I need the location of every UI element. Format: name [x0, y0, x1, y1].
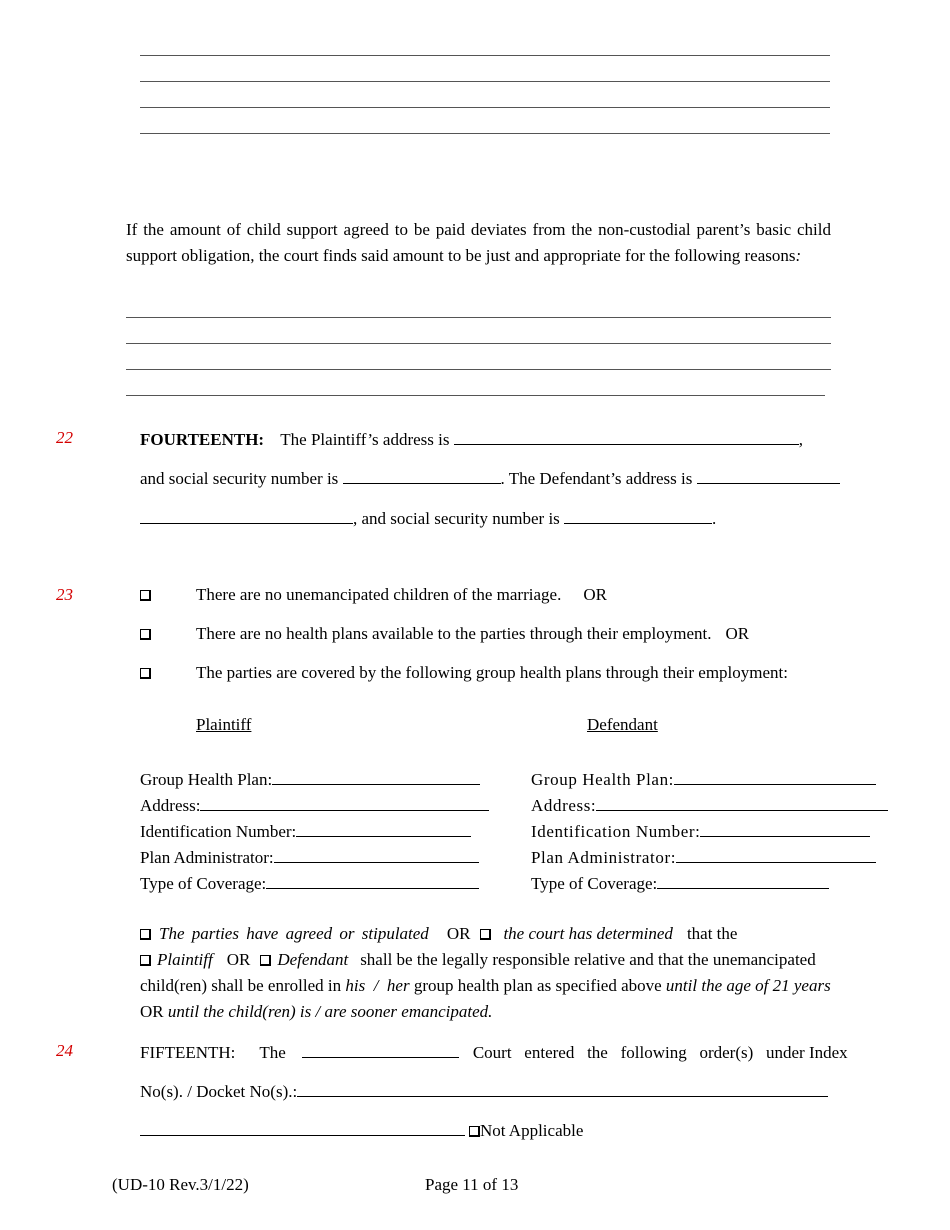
comma: ,	[798, 430, 803, 449]
or-label: OR	[140, 1002, 164, 1021]
option-label: There are no unemancipated children of the marriage.	[196, 585, 562, 604]
plaintiff-identification-number	[140, 820, 471, 842]
or-label: OR	[583, 585, 607, 604]
plaintiff-address	[140, 794, 489, 816]
reasons-colon: :	[795, 246, 802, 265]
field-label: Type of Coverage:	[140, 874, 267, 893]
option-no-plans	[140, 624, 157, 644]
option-no-children	[140, 585, 157, 605]
docket-field[interactable]	[297, 1080, 828, 1097]
field-label: Group Health Plan:	[531, 770, 674, 789]
field-label: Plan Administrator:	[531, 848, 677, 867]
blank-line	[140, 107, 830, 108]
plaintiff-ssn-label: and social security number is	[140, 469, 339, 488]
defendant-group-health-plan	[531, 768, 876, 790]
enrolled-text: child(ren) shall be enrolled in	[140, 976, 342, 995]
field-label: Type of Coverage:	[531, 874, 658, 893]
option-no-plans-text	[196, 624, 749, 644]
defendant-ssn-label: , and social security number is	[353, 509, 560, 528]
fifteenth-heading: FIFTEENTH:	[140, 1043, 236, 1062]
field-input[interactable]	[266, 872, 479, 889]
plaintiff-plan-administrator	[140, 846, 479, 868]
plaintiff-option: Plaintiff	[157, 950, 213, 969]
stipulation-line-1	[140, 924, 737, 944]
field-label: Address:	[531, 796, 597, 815]
period: .	[712, 509, 717, 528]
not-applicable-checkbox[interactable]	[469, 1126, 480, 1137]
field-label: Group Health Plan:	[140, 770, 273, 789]
court-determined-label: the court has determined	[503, 924, 673, 943]
court-entered-text: Court entered the following order(s) under Index	[472, 1043, 848, 1062]
plaintiff-column-header: Plaintiff	[196, 715, 252, 734]
or-label: OR	[446, 924, 471, 943]
reasons-paragraph	[126, 217, 831, 269]
fourteenth-heading: FOURTEENTH:	[140, 430, 265, 449]
defendant-identification-number	[531, 820, 870, 842]
blank-line	[140, 133, 830, 134]
fifteenth-line-3	[140, 1119, 583, 1141]
item-number-23: 23	[56, 585, 73, 604]
checkbox[interactable]	[140, 668, 151, 679]
plan-specified-text: group health plan as specified above	[413, 976, 662, 995]
defendant-column-header: Defendant	[587, 715, 658, 734]
stipulation-line-2	[140, 950, 816, 970]
reason-line[interactable]	[126, 395, 825, 396]
form-id: (UD-10 Rev.3/1/22)	[112, 1175, 249, 1194]
fifteenth-line-2	[140, 1080, 828, 1102]
option-covered	[140, 663, 157, 683]
age-option: until the age of 21 years	[665, 976, 831, 995]
defendant-address-field[interactable]	[697, 467, 840, 484]
checkbox[interactable]	[140, 590, 151, 601]
field-label: Address:	[140, 796, 201, 815]
stipulated-label: The parties have agreed or stipulated	[159, 924, 429, 943]
plaintiff-type-of-coverage	[140, 872, 479, 894]
defendant-plan-administrator	[531, 846, 876, 868]
option-label: There are no health plans available to the parties through their employment.	[196, 624, 712, 643]
his-her-option: his / her	[345, 976, 410, 995]
defendant-ssn-field[interactable]	[564, 507, 712, 524]
blank-line	[140, 55, 830, 56]
emancipated-option: until the child(ren) is / are sooner emancipated.	[167, 1002, 493, 1021]
field-input[interactable]	[700, 820, 870, 837]
fourteenth-line-1	[140, 428, 803, 450]
plaintiff-address-label: The Plaintiff’s address is	[280, 430, 450, 449]
field-input[interactable]	[657, 872, 829, 889]
plaintiff-address-field[interactable]	[454, 428, 799, 445]
option-covered-text	[196, 663, 788, 683]
defendant-type-of-coverage	[531, 872, 829, 894]
stipulation-line-3	[140, 976, 831, 996]
plaintiff-ssn-field[interactable]	[343, 467, 501, 484]
field-input[interactable]	[676, 846, 876, 863]
responsible-text: shall be the legally responsible relative and that the unemancipated	[360, 950, 816, 969]
field-input[interactable]	[272, 768, 480, 785]
checkbox[interactable]	[140, 955, 151, 966]
not-applicable-label: Not Applicable	[480, 1121, 584, 1140]
field-input[interactable]	[296, 820, 471, 837]
blank-line	[140, 81, 830, 82]
item-number-22: 22	[56, 428, 73, 447]
docket-field-cont[interactable]	[140, 1119, 465, 1136]
field-label: Identification Number:	[531, 822, 701, 841]
checkbox[interactable]	[140, 629, 151, 640]
reason-line[interactable]	[126, 317, 831, 318]
field-input[interactable]	[674, 768, 876, 785]
field-input[interactable]	[200, 794, 489, 811]
or-label: OR	[226, 950, 251, 969]
fifteenth-line-1	[140, 1041, 848, 1063]
checkbox[interactable]	[260, 955, 271, 966]
item-number-24: 24	[56, 1041, 73, 1060]
defendant-address	[531, 794, 888, 816]
court-name-field[interactable]	[302, 1041, 459, 1058]
fourteenth-line-2	[140, 467, 840, 489]
field-label: Plan Administrator:	[140, 848, 274, 867]
page-number: Page 11 of 13	[425, 1175, 519, 1194]
field-label: Identification Number:	[140, 822, 297, 841]
defendant-address-field-cont[interactable]	[140, 507, 353, 524]
reason-line[interactable]	[126, 343, 831, 344]
reasons-text: If the amount of child support agreed to be paid deviates from the non-custodial parent’s basic child support obligation, the court finds said amount to be just and appropriate for the following reasons	[126, 220, 831, 265]
defendant-address-label: . The Defendant’s address is	[500, 469, 693, 488]
reason-line[interactable]	[126, 369, 831, 370]
docket-label: No(s). / Docket No(s).:	[140, 1082, 298, 1101]
or-label: OR	[725, 624, 750, 643]
the-label: The	[259, 1043, 286, 1062]
checkbox[interactable]	[480, 929, 491, 940]
that-the: that the	[686, 924, 738, 943]
option-label: The parties are covered by the following group health plans through their employment:	[196, 663, 788, 682]
field-input[interactable]	[274, 846, 479, 863]
plaintiff-group-health-plan	[140, 768, 480, 790]
fourteenth-line-3	[140, 507, 716, 529]
option-no-children-text	[196, 585, 607, 605]
defendant-option: Defendant	[277, 950, 349, 969]
stipulation-line-4	[140, 1002, 492, 1022]
field-input[interactable]	[596, 794, 888, 811]
checkbox[interactable]	[140, 929, 151, 940]
